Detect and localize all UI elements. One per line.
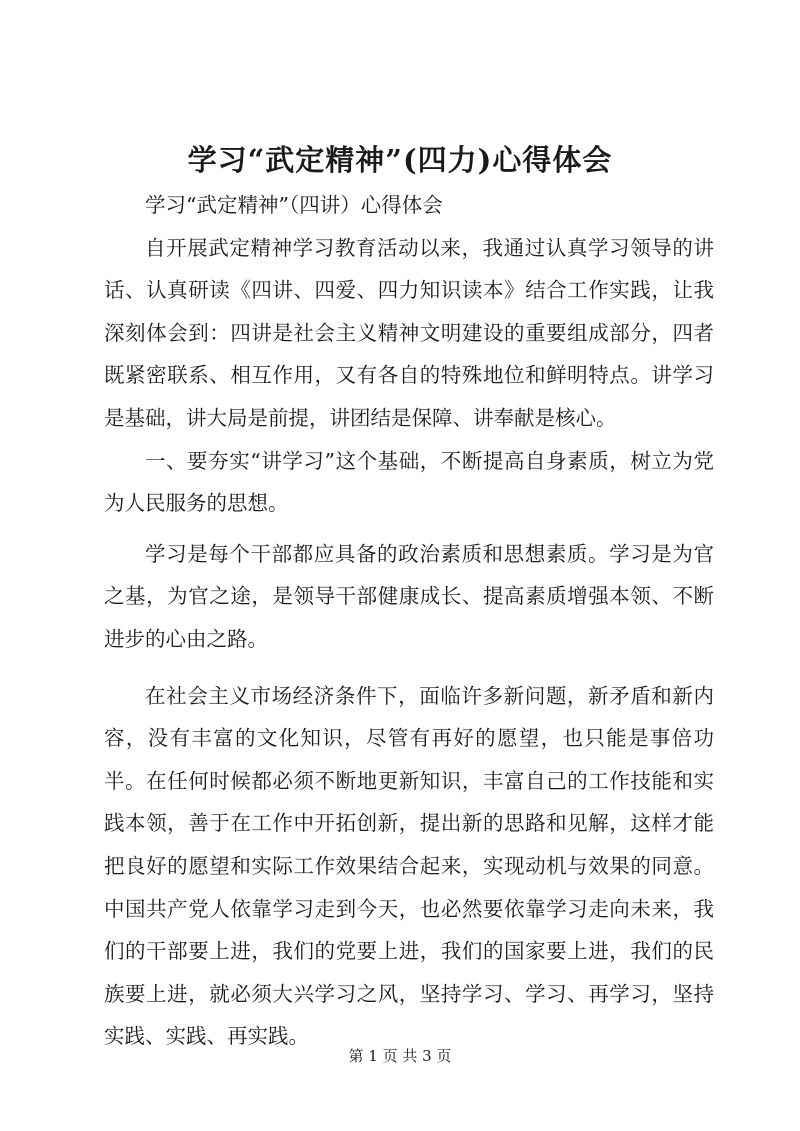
document-title: 学习“武定精神”(四力)心得体会 (187, 143, 613, 177)
subtitle-paragraph: 学习“武定精神”（四讲）心得体会 (145, 193, 443, 217)
intro-paragraph: 自开展武定精神学习教育活动以来，我通过认真学习领导的讲话、认真研读《四讲、四爱、四力知识读本》结合工作实践，让我深刻体会到：四讲是社会主义精神文明建设的重要组成部分，四者既紧密联系、相互作用，又有各自的特殊地位和鲜明特点。讲学习是基础，讲大局是前提，讲团结是保障、讲奉献是核心。 (104, 235, 714, 430)
document-body (104, 184, 714, 1058)
section-heading-paragraph: 一、要夯实“讲学习”这个基础，不断提高自身素质，树立为党为人民服务的思想。 (104, 448, 714, 516)
page-footer: 第 1 页 共 3 页 (348, 1047, 452, 1065)
learning-paragraph: 学习是每个干部都应具备的政治素质和思想素质。学习是为官之基，为官之途，是领导干部健康成长、提高素质增强本领、不断进步的心由之路。 (104, 541, 714, 651)
market-economy-paragraph: 在社会主义市场经济条件下，面临许多新问题，新矛盾和新内容，没有丰富的文化知识，尽管有再好的愿望，也只能是事倍功半。在任何时候都必须不断地更新知识，丰富自己的工作技能和实践本领，善于在工作中开拓创新，提出新的思路和见解，这样才能把良好的愿望和实际工作效果结合起来，实现动机与效果的同意。中国共产党人依靠学习走到今天，也必然要依靠学习走向未来，我们的干部要上进，我们的党要上进，我们的国家要上进，我们的民族要上进，就必须大兴学习之风，坚持学习、学习、再学习，坚持实践、实践、再实践。 (104, 683, 714, 1049)
